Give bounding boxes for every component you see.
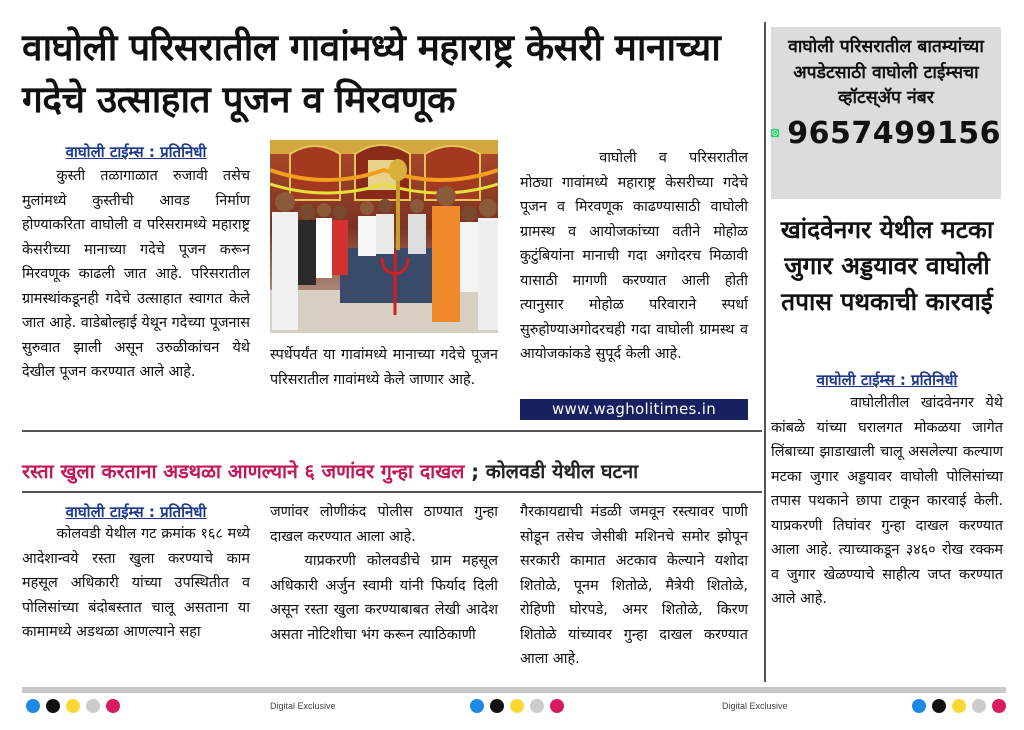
second-byline: वाघोली टाईम्स : प्रतिनिधी: [65, 503, 207, 521]
main-col2-text: स्पर्धेपर्यंत या गावांमध्ये मानाच्या गदेचे पूजन परिसरातील गावांमध्ये केले जाणार आहे.: [270, 347, 498, 388]
color-dot: [912, 699, 926, 713]
color-dot: [530, 699, 544, 713]
main-byline: वाघोली टाईम्स : प्रतिनिधी: [65, 143, 207, 161]
color-dot: [972, 699, 986, 713]
second-col1-text: कोलवडी येथील गट क्रमांक १६८ मध्ये आदेशान्वये रस्ता खुला करण्याचे काम महसूल अधिकारी यांच्या उपस्थितीत व पोलिसांच्या बंदोबस्तात चालू असताना या कामामध्ये अडथळा आणल्याने सहा: [22, 526, 250, 640]
footer-label-right: Digital Exclusive: [722, 701, 788, 711]
promo-phone-number[interactable]: 9657499156: [787, 115, 1001, 151]
side-body-text: वाघोलीतील खांदवेनगर येथे कांबळे यांच्या घरालगत मोकळया जागेत लिंबाच्या झाडाखाली चालू असलेल्या कल्याण मटका जुगार अड्डयावर वाघोली पोलिसांच्या तपास पथकाने छापा टाकून कारवाई केली. याप्रकरणी तिघांवर गुन्हा दाखल करण्यात आला आहे. त्याच्याकडून ३४६० रोख रक्कम व जुगार खेळण्याचे साहीत्य जप्त करण्यात आले आहे.: [771, 395, 1003, 607]
second-col2a-text: जणांवर लोणीकंद पोलीस ठाण्यात गुन्हा दाखल करण्यात आला आहे.: [270, 504, 498, 545]
footer-bar: [22, 687, 1006, 693]
column-rule: [764, 22, 766, 682]
footer-dots-center: [470, 699, 564, 713]
second-story-col1: [22, 502, 250, 645]
color-dot: [86, 699, 100, 713]
whatsapp-promo-box: [771, 27, 1001, 199]
promo-text: वाघोली परिसरातील बातम्यांच्या अपडेटसाठी वाघोली टाईम्सचा व्हॉटस्ॲप नंबर: [788, 37, 984, 108]
color-dot: [106, 699, 120, 713]
main-col1-text: कुस्ती तळागाळात रुजावी तसेच मुलांमध्ये कुस्तीची आवड निर्माण होण्याकरिता वाघोली व परिसरामध्ये महाराष्ट्र केसरीच्या मानाच्या गदेचे पूजन करून मिरवणूक काढली जात आहे. परिसरातील ग्रामस्थांकडूनही गदेचे उत्साहात स्वागत केले जात आहे. वाडेबोल्हाई येथून गदेच्या पूजनास सुरुवात झाली असून उरुळीकांचन येथे देखील पूजन करण्यात आले आहे.: [22, 168, 250, 380]
ceremony-photo-image: [270, 140, 498, 333]
main-story-col1: [22, 142, 250, 385]
color-dot: [26, 699, 40, 713]
second-headline-location: ; कोलवडी येथील घटना: [464, 460, 639, 483]
color-dot: [490, 699, 504, 713]
color-dot: [510, 699, 524, 713]
second-headline-main: रस्ता खुला करताना अडथळा आणल्याने ६ जणांवर गुन्हा दाखल: [22, 460, 465, 483]
promo-phone-row[interactable]: [771, 116, 1001, 151]
color-dot: [66, 699, 80, 713]
second-col2b-text: याप्रकरणी कोलवडीचे ग्राम महसूल अधिकारी अर्जुन स्वामी यांनी फिर्याद दिली असून रस्ता खुला करण्याबाबत लेखी आदेश असता नोटिशीचा भंग करून त्याठिकाणी: [270, 553, 498, 643]
color-dot: [932, 699, 946, 713]
main-story-photo: [270, 140, 498, 333]
color-dot: [992, 699, 1006, 713]
second-divider: [22, 491, 762, 493]
footer-dots-right: [912, 699, 1006, 713]
main-col3-text: वाघोली व परिसरातील मोठ्या गावांमध्ये महाराष्ट्र केसरीच्या गदेचे पूजन व मिरवणूक काढण्यासाठी वाघोली ग्रामस्थ व आयोजकांच्या वतीने मोहोळ कुटुंबियांना मानाची गदा अगोदरच मिळावी यासाठी मागणी करण्यात आली होती त्यानुसार मोहोळ परिवाराने स्पर्धा सुरुहोण्याअगोदरचही गदा वाघोली ग्रामस्थ व आयोजकांकडे सुपूर्द केली आहे.: [520, 150, 748, 362]
footer-dots-left: [26, 699, 120, 713]
footer-label-left: Digital Exclusive: [270, 701, 336, 711]
side-byline: वाघोली टाईम्स : प्रतिनिधी: [816, 371, 958, 389]
second-headline: [22, 458, 762, 486]
side-headline: खांदवेनगर येथील मटका जुगार अड्डयावर वाघोली तपास पथकाची कारवाई: [780, 215, 994, 316]
main-story-col3: [520, 146, 748, 367]
website-link[interactable]: www.wagholitimes.in: [520, 399, 748, 420]
color-dot: [470, 699, 484, 713]
second-story-col2: [270, 500, 498, 647]
color-dot: [46, 699, 60, 713]
side-story: [771, 370, 1003, 612]
section-divider: [22, 430, 762, 432]
main-headline: वाघोली परिसरातील गावांमध्ये महाराष्ट्र केसरी मानाच्या गदेचे उत्साहात पूजन व मिरवणूक: [22, 26, 721, 121]
color-dot: [550, 699, 564, 713]
second-col3-text: गैरकायद्याची मंडळी जमवून रस्त्यावर पाणी सोडून तसेच जेसीबी मशिनचे समोर झोपून सरकारी कामात अटकाव केल्याने यशोदा शितोळे, पूनम शितोळे, मैत्रेयी शितोळे, रोहिणी घोरपडे, अमर शितोळे, किरण शितोळे यांच्यावर गुन्हा दाखल करण्यात आला आहे.: [520, 504, 748, 667]
color-dot: [952, 699, 966, 713]
whatsapp-icon: [771, 118, 779, 148]
